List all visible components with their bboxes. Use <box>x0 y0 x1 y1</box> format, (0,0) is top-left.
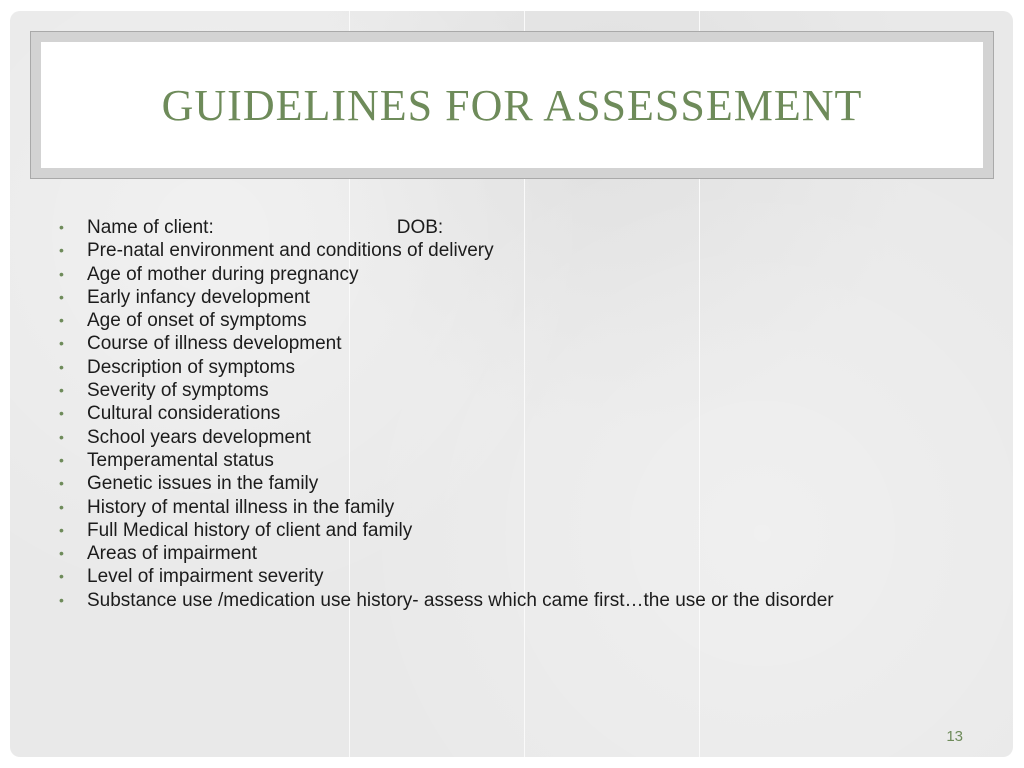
slide <box>10 11 1013 757</box>
bullet-icon: • <box>59 405 64 422</box>
bullet-item <box>56 542 834 565</box>
bullet-icon: • <box>59 475 64 492</box>
bullet-list <box>56 216 834 612</box>
bullet-item <box>56 402 834 425</box>
bullet-icon: • <box>59 288 64 305</box>
bullet-text: Age of mother during pregnancy <box>87 263 359 285</box>
bullet-item <box>56 519 834 542</box>
bullet-text: Pre-natal environment and conditions of delivery <box>87 240 494 262</box>
bullet-icon: • <box>59 568 64 585</box>
bullet-text: Substance use /medication use history- assess which came first…the use or the disorder <box>87 589 834 611</box>
bullet-text: Course of illness development <box>87 333 342 355</box>
bullet-icon: • <box>59 498 64 515</box>
bullet-icon: • <box>59 428 64 445</box>
slide-title: GUIDELINES FOR ASSESSEMENT <box>161 80 863 130</box>
bullet-icon: • <box>59 545 64 562</box>
bullet-text: Description of symptoms <box>87 356 296 378</box>
bullet-item <box>56 379 834 402</box>
bullet-icon: • <box>59 591 64 608</box>
bullet-item <box>56 565 834 588</box>
bullet-item <box>56 589 834 612</box>
bullet-icon: • <box>59 265 64 282</box>
bullet-icon: • <box>59 312 64 329</box>
bullet-item <box>56 263 834 286</box>
bullet-item <box>56 239 834 262</box>
bullet-icon: • <box>59 242 64 259</box>
name-of-client-label: Name of client: <box>87 217 214 238</box>
bullet-text: Areas of impairment <box>87 543 258 565</box>
bullet-item <box>56 472 834 495</box>
bullet-icon: • <box>59 521 64 538</box>
bullet-icon: • <box>59 358 64 375</box>
bullet-text: Full Medical history of client and family <box>87 519 413 541</box>
bullet-item <box>56 496 834 519</box>
bullet-text: History of mental illness in the family <box>87 496 395 518</box>
bullet-icon: • <box>59 451 64 468</box>
title-frame <box>30 31 994 179</box>
bullet-text: Early infancy development <box>87 286 310 308</box>
bullet-item <box>56 332 834 355</box>
bullet-item <box>56 309 834 332</box>
title-box <box>41 42 983 168</box>
page-number: 13 <box>946 728 963 745</box>
bullet-text: Level of impairment severity <box>87 566 324 588</box>
bullet-item-name-of-client <box>56 216 834 239</box>
bullet-icon: • <box>59 382 64 399</box>
bullet-item <box>56 449 834 472</box>
bullet-text: Age of onset of symptoms <box>87 310 307 332</box>
bullet-item <box>56 426 834 449</box>
bullet-text: Cultural considerations <box>87 403 281 425</box>
bullet-item <box>56 356 834 379</box>
bullet-item <box>56 286 834 309</box>
bullet-text: School years development <box>87 426 311 448</box>
bullet-text: Temperamental status <box>87 449 274 471</box>
bullet-icon: • <box>59 335 64 352</box>
dob-label: DOB: <box>396 217 444 238</box>
bullet-text: Severity of symptoms <box>87 380 269 402</box>
bullet-icon: • <box>59 219 64 235</box>
bullet-text: Genetic issues in the family <box>87 473 319 495</box>
